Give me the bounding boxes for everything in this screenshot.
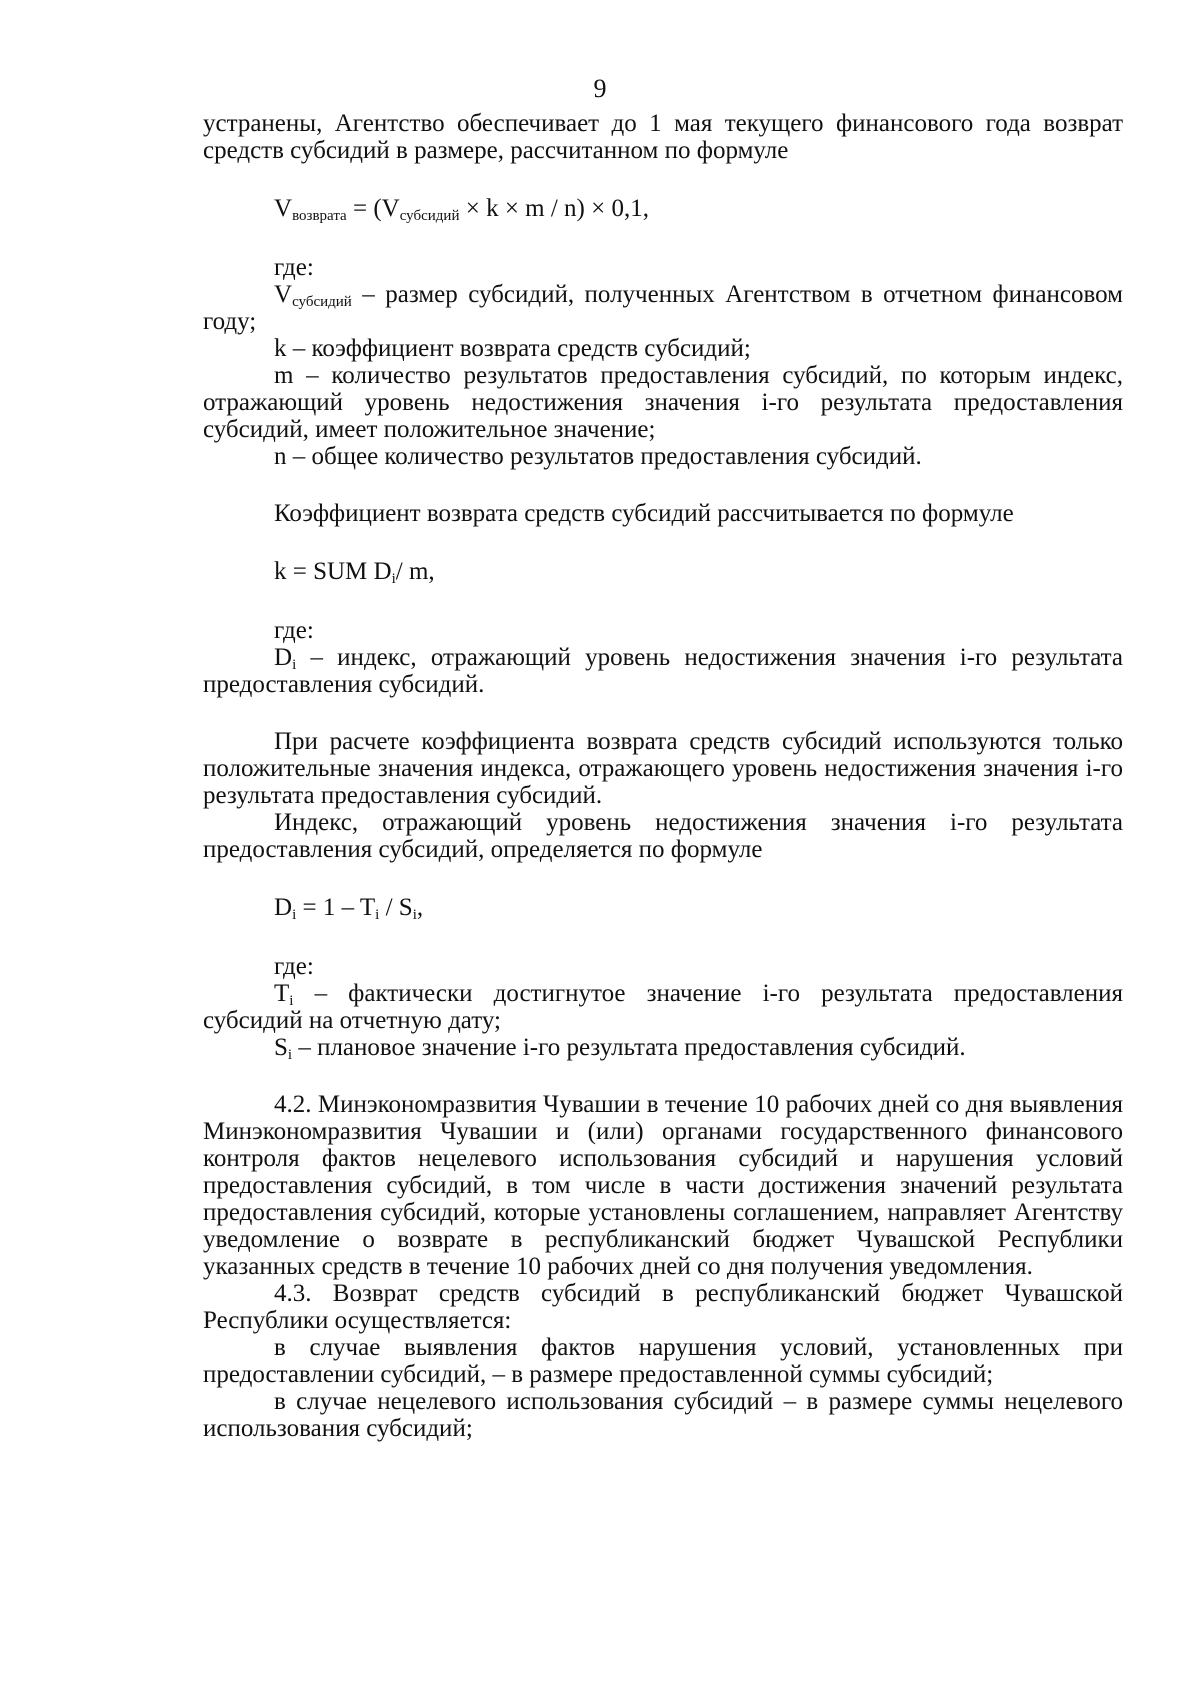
definition-s	[203, 1034, 1123, 1061]
formula-text: k = SUM D	[274, 558, 392, 585]
paragraph: Индекс, отражающий уровень недостижения значения i-го результата предоставления субсидий, определяется по формуле	[203, 809, 1123, 863]
formula-subscript: возврата	[292, 208, 347, 224]
paragraph-4-3: 4.3. Возврат средств субсидий в республиканский бюджет Чувашской Республики осуществляется:	[203, 1280, 1123, 1334]
formula-subscript: i	[292, 907, 297, 923]
definition-m: m – количество результатов предоставления субсидий, по которым индекс, отражающий уровень недостижения значения i-го результата предоставления субсидий, имеет положительное значение;	[203, 362, 1123, 443]
formula-symbol: S	[274, 1034, 288, 1061]
definition-text: – фактически достигнутое значение i-го результата предоставления субсидий на отчетную дату;	[203, 980, 1123, 1034]
formula-subscript: i	[289, 993, 294, 1009]
definition-t	[203, 980, 1123, 1034]
formula-text: / m,	[395, 558, 435, 585]
paragraph: Коэффициент возврата средств субсидий рассчитывается по формуле	[274, 500, 1014, 527]
paragraph: При расчете коэффициента возврата средств субсидий используются только положительные значения индекса, отражающего уровень недостижения значения i-го результата предоставления субсидий.	[203, 728, 1123, 809]
formula-symbol: D	[274, 644, 293, 671]
formula-subscript: i	[412, 907, 417, 923]
definition-k: k – коэффициент возврата средств субсидий;	[274, 335, 751, 362]
formula-symbol: D	[274, 894, 293, 921]
definition-text: – плановое значение i-го результата предоставления субсидий.	[292, 1034, 966, 1061]
definition-text: – индекс, отражающий уровень недостижения значения i-го результата предоставления субсидий.	[203, 644, 1123, 698]
formula-text: = (V	[346, 195, 400, 222]
formula-text: = 1 – T	[296, 894, 376, 921]
where-label: где:	[274, 953, 314, 980]
definition-text: – размер субсидий, полученных Агентством в отчетном финансовом году;	[203, 281, 1123, 335]
formula-return-volume	[203, 194, 1123, 224]
paragraph-4-2: 4.2. Минэкономразвития Чувашии в течение 10 рабочих дней со дня выявления Минэкономразвития Чувашии и (или) органами государственного финансового контроля фактов нецелевого использования субсидий и нарушения условий предоставления субсидий, в том числе в части достижения значений результата предоставления субсидий, которые установлены соглашением, направляет Агентству уведомление о возврате в республиканский бюджет Чувашской Республики указанных средств в течение 10 рабочих дней со дня получения уведомления.	[203, 1091, 1123, 1280]
formula-subscript: i	[391, 571, 396, 587]
formula-index	[203, 893, 1123, 923]
formula-text: × k × m / n) × 0,1,	[459, 195, 649, 222]
list-item: в случае нецелевого использования субсидий – в размере суммы нецелевого использования субсидий;	[203, 1388, 1123, 1442]
formula-subscript: i	[287, 1047, 293, 1063]
page-number: 9	[593, 74, 607, 103]
definition-v-subsidy	[203, 281, 1123, 335]
formula-subscript: субсидий	[399, 208, 460, 224]
formula-subscript: i	[292, 657, 297, 673]
list-item: в случае выявления фактов нарушения условий, установленных при предоставлении субсидий, – в размере предоставленной суммы субсидий;	[203, 1334, 1123, 1388]
formula-subscript: субсидий	[292, 294, 352, 310]
definition-d	[203, 644, 1123, 698]
formula-coefficient	[203, 557, 1123, 587]
definition-n: n – общее количество результатов предоставления субсидий.	[274, 443, 922, 470]
formula-symbol: T	[274, 980, 290, 1007]
formula-symbol: V	[274, 281, 293, 308]
paragraph: устранены, Агентство обеспечивает до 1 мая текущего финансового года возврат средств субсидий в размере, рассчитанном по формуле	[203, 110, 1123, 164]
formula-subscript: i	[375, 907, 380, 923]
formula-text: ,	[416, 894, 424, 921]
where-label: где:	[274, 254, 314, 281]
formula-text: / S	[379, 894, 413, 921]
where-label: где:	[274, 617, 314, 644]
formula-symbol: V	[274, 195, 293, 222]
document-body	[203, 110, 1123, 1442]
